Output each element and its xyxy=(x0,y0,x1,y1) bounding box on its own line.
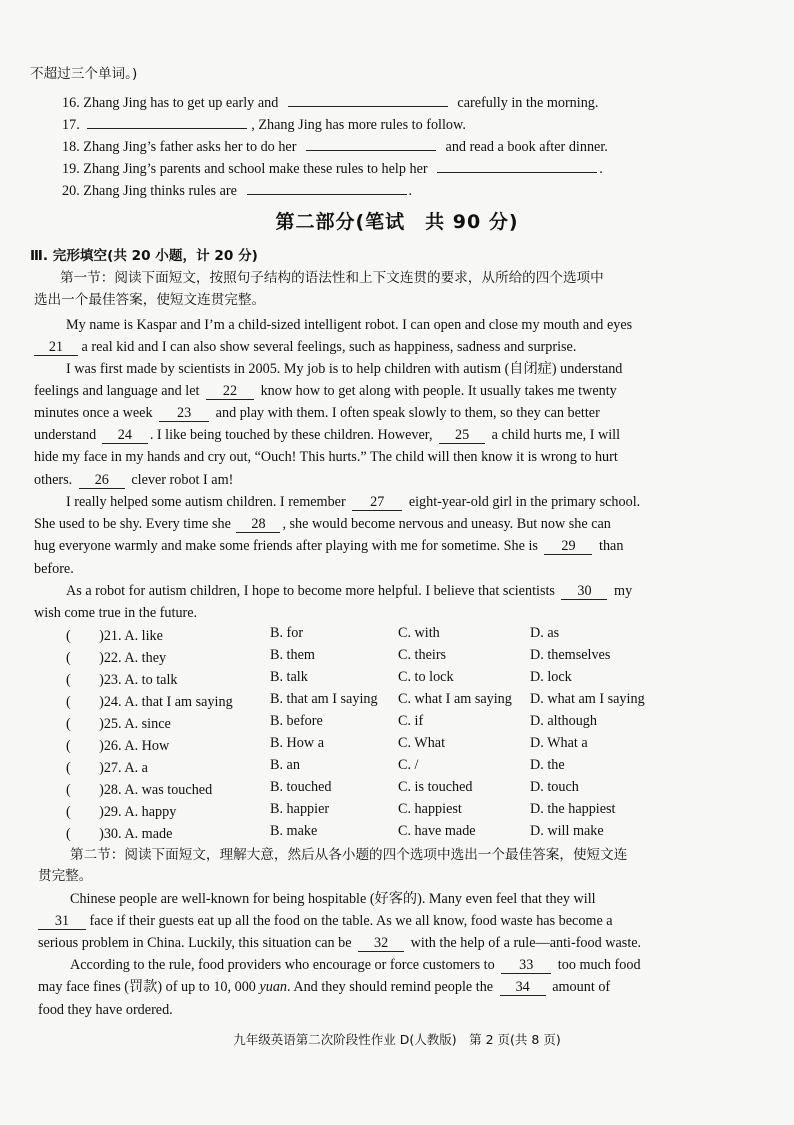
cloze-blank-26[interactable]: 26 xyxy=(79,472,125,489)
option-b[interactable]: B. for xyxy=(270,625,304,641)
option-row-23 xyxy=(66,669,706,689)
option-b[interactable]: B. How a xyxy=(270,735,324,751)
cloze-blank-25[interactable]: 25 xyxy=(439,427,485,444)
fill-item-17 xyxy=(62,115,466,135)
passage-text: with the help of a rule—anti-food waste. xyxy=(410,935,642,951)
option-d[interactable]: D. the xyxy=(530,757,565,773)
option-a[interactable]: ( )24. A. that I am saying xyxy=(66,694,233,710)
fill-item-text: 18. Zhang Jing’s father asks her to do her xyxy=(62,139,297,155)
passage-text: my xyxy=(614,583,633,599)
answer-blank[interactable] xyxy=(87,128,247,129)
passage-text: As a robot for autism children, I hope to become more helpful. I believe that scientists xyxy=(66,583,555,599)
cloze-blank-29[interactable]: 29 xyxy=(544,538,592,555)
passage-line xyxy=(38,977,610,997)
passage-text: than xyxy=(599,538,624,554)
section1-instruction: 第一节：阅读下面短文，按照句子结构的语法性和上下文连贯的要求，从所给的四个选项中 xyxy=(60,270,604,286)
option-b[interactable]: B. happier xyxy=(270,801,330,817)
option-d[interactable]: D. the happiest xyxy=(530,801,616,817)
passage-line xyxy=(34,403,600,423)
option-c[interactable]: C. theirs xyxy=(398,647,447,663)
passage-line: My name is Kaspar and I’m a child-sized intelligent robot. I can open and close my mouth and eyes xyxy=(66,317,633,333)
passage-line: Chinese people are well-known for being hospitable (好客的). Many even feel that they will xyxy=(70,891,596,907)
passage-line: wish come true in the future. xyxy=(34,605,198,621)
fill-item-text: , Zhang Jing has more rules to follow. xyxy=(251,117,466,133)
top-note: 不超过三个单词。) xyxy=(30,66,138,82)
cloze-blank-30[interactable]: 30 xyxy=(561,583,607,600)
passage-text: minutes once a week xyxy=(34,405,153,421)
option-a[interactable]: ( )29. A. happy xyxy=(66,804,177,820)
cloze-blank-27[interactable]: 27 xyxy=(352,494,402,511)
option-row-29 xyxy=(66,801,706,821)
option-a[interactable]: ( )30. A. made xyxy=(66,826,173,842)
option-a[interactable]: ( )21. A. like xyxy=(66,628,163,644)
option-a[interactable]: ( )22. A. they xyxy=(66,650,167,666)
option-d[interactable]: D. themselves xyxy=(530,647,611,663)
cloze-blank-32[interactable]: 32 xyxy=(358,935,404,952)
cloze-blank-34[interactable]: 34 xyxy=(500,979,546,996)
option-a[interactable]: ( )23. A. to talk xyxy=(66,672,178,688)
option-d[interactable]: D. as xyxy=(530,625,560,641)
fill-item-19 xyxy=(62,159,603,179)
cloze-blank-24[interactable]: 24 xyxy=(102,427,148,444)
cloze-blank-21[interactable]: 21 xyxy=(34,339,78,356)
option-d[interactable]: D. What a xyxy=(530,735,588,751)
cloze-blank-31[interactable]: 31 xyxy=(38,913,86,930)
option-b[interactable]: B. that am I saying xyxy=(270,691,378,707)
section2-instruction: 第二节：阅读下面短文，理解大意，然后从各小题的四个选项中选出一个最佳答案，使短文连 xyxy=(70,847,628,863)
section2-instruction: 贯完整。 xyxy=(38,868,93,884)
option-b[interactable]: B. an xyxy=(270,757,300,773)
option-c[interactable]: C. have made xyxy=(398,823,476,839)
passage-text: may face fines (罚款) of up to 10, 000 xyxy=(38,979,256,995)
cloze-blank-22[interactable]: 22 xyxy=(206,383,254,400)
passage-line xyxy=(70,955,641,975)
option-c[interactable]: C. if xyxy=(398,713,424,729)
fill-item-text: 16. Zhang Jing has to get up early and xyxy=(62,95,279,111)
option-c[interactable]: C. what I am saying xyxy=(398,691,512,707)
passage-line xyxy=(38,911,613,931)
passage-line xyxy=(66,492,640,512)
fill-item-18 xyxy=(62,137,608,157)
passage-line xyxy=(34,536,623,556)
passage-text: others. xyxy=(34,472,73,488)
passage-text: I really helped some autism children. I remember xyxy=(66,494,346,510)
option-b[interactable]: B. touched xyxy=(270,779,332,795)
passage-text: hug everyone warmly and make some friends after playing with me for sometime. She is xyxy=(34,538,538,554)
passage-line xyxy=(34,514,611,534)
passage-text: . I like being touched by these children. However, xyxy=(149,427,433,443)
cloze-blank-23[interactable]: 23 xyxy=(159,405,209,422)
answer-blank[interactable] xyxy=(306,150,436,151)
option-a[interactable]: ( )27. A. a xyxy=(66,760,148,776)
cloze-heading: Ⅲ. 完形填空(共 20 小题，计 20 分) xyxy=(30,248,258,264)
passage-text-italic: yuan xyxy=(259,979,288,995)
option-row-30 xyxy=(66,823,706,843)
option-row-27 xyxy=(66,757,706,777)
passage-text: understand xyxy=(34,427,97,443)
answer-blank[interactable] xyxy=(288,106,448,107)
option-d[interactable]: D. touch xyxy=(530,779,579,795)
passage-text: According to the rule, food providers who encourage or force customers to xyxy=(70,957,495,973)
option-row-21 xyxy=(66,625,706,645)
option-row-28 xyxy=(66,779,706,799)
passage-line xyxy=(66,581,632,601)
passage-line: I was first made by scientists in 2005. My job is to help children with autism (自闭症) understand xyxy=(66,361,623,377)
fill-item-16 xyxy=(62,93,598,113)
option-d[interactable]: D. what am I saying xyxy=(530,691,645,707)
passage-text: She used to be shy. Every time she xyxy=(34,516,231,532)
fill-item-text: . xyxy=(599,161,603,177)
passage-text: amount of xyxy=(552,979,611,995)
fill-item-20 xyxy=(62,181,412,201)
option-b[interactable]: B. make xyxy=(270,823,318,839)
passage-text: . And they should remind people the xyxy=(287,979,494,995)
passage-text: a real kid and I can also show several feelings, such as happiness, sadness and surprise. xyxy=(81,339,577,355)
answer-blank[interactable] xyxy=(437,172,597,173)
option-row-22 xyxy=(66,647,706,667)
passage-text: clever robot I am! xyxy=(131,472,234,488)
passage-text: serious problem in China. Luckily, this situation can be xyxy=(38,935,352,951)
option-c[interactable]: C. / xyxy=(398,757,419,773)
option-c[interactable]: C. What xyxy=(398,735,446,751)
fill-item-text: 20. Zhang Jing thinks rules are xyxy=(62,183,237,199)
answer-blank[interactable] xyxy=(247,194,407,195)
passage-line xyxy=(34,337,576,357)
passage-line: before. xyxy=(34,561,74,577)
passage-text: , she would become nervous and uneasy. But now she can xyxy=(282,516,611,532)
passage-text: eight-year-old girl in the primary school. xyxy=(408,494,641,510)
option-d[interactable]: D. lock xyxy=(530,669,572,685)
passage-line xyxy=(34,425,620,445)
passage-line: food they have ordered. xyxy=(38,1002,173,1018)
option-a[interactable]: ( )25. A. since xyxy=(66,716,171,732)
option-c[interactable]: C. with xyxy=(398,625,440,641)
passage-text: a child hurts me, I will xyxy=(491,427,621,443)
part-title: 第二部分(笔试 共 90 分) xyxy=(275,211,519,233)
cloze-blank-28[interactable]: 28 xyxy=(236,516,280,533)
option-b[interactable]: B. talk xyxy=(270,669,308,685)
option-d[interactable]: D. will make xyxy=(530,823,604,839)
passage-line: hide my face in my hands and cry out, “Ouch! This hurts.” The child will then know it is wrong to hurt xyxy=(34,449,618,465)
passage-line xyxy=(34,470,233,490)
option-d[interactable]: D. although xyxy=(530,713,597,729)
fill-item-text: 19. Zhang Jing’s parents and school make these rules to help her xyxy=(62,161,428,177)
option-b[interactable]: B. them xyxy=(270,647,315,663)
passage-line xyxy=(38,933,641,953)
option-a[interactable]: ( )28. A. was touched xyxy=(66,782,213,798)
cloze-blank-33[interactable]: 33 xyxy=(501,957,551,974)
option-row-25 xyxy=(66,713,706,733)
passage-text: feelings and language and let xyxy=(34,383,200,399)
option-c[interactable]: C. is touched xyxy=(398,779,473,795)
option-b[interactable]: B. before xyxy=(270,713,323,729)
option-a[interactable]: ( )26. A. How xyxy=(66,738,170,754)
page-footer: 九年级英语第二次阶段性作业 D(人教版) 第 2 页(共 8 页) xyxy=(233,1032,561,1047)
option-c[interactable]: C. happiest xyxy=(398,801,462,817)
fill-item-text: and read a book after dinner. xyxy=(445,139,608,155)
fill-item-text: carefully in the morning. xyxy=(457,95,599,111)
fill-item-text: 17. xyxy=(62,117,80,133)
passage-text: face if their guests eat up all the food on the table. As we all know, food waste has become a xyxy=(89,913,613,929)
section1-instruction: 选出一个最佳答案，使短文连贯完整。 xyxy=(34,292,266,308)
passage-text: know how to get along with people. It usually takes me twenty xyxy=(260,383,617,399)
option-row-26 xyxy=(66,735,706,755)
fill-item-text: . xyxy=(408,183,413,199)
option-c[interactable]: C. to lock xyxy=(398,669,454,685)
passage-text: too much food xyxy=(557,957,641,973)
option-row-24 xyxy=(66,691,706,711)
passage-text: and play with them. I often speak slowly to them, so they can better xyxy=(215,405,600,421)
passage-line xyxy=(34,381,617,401)
